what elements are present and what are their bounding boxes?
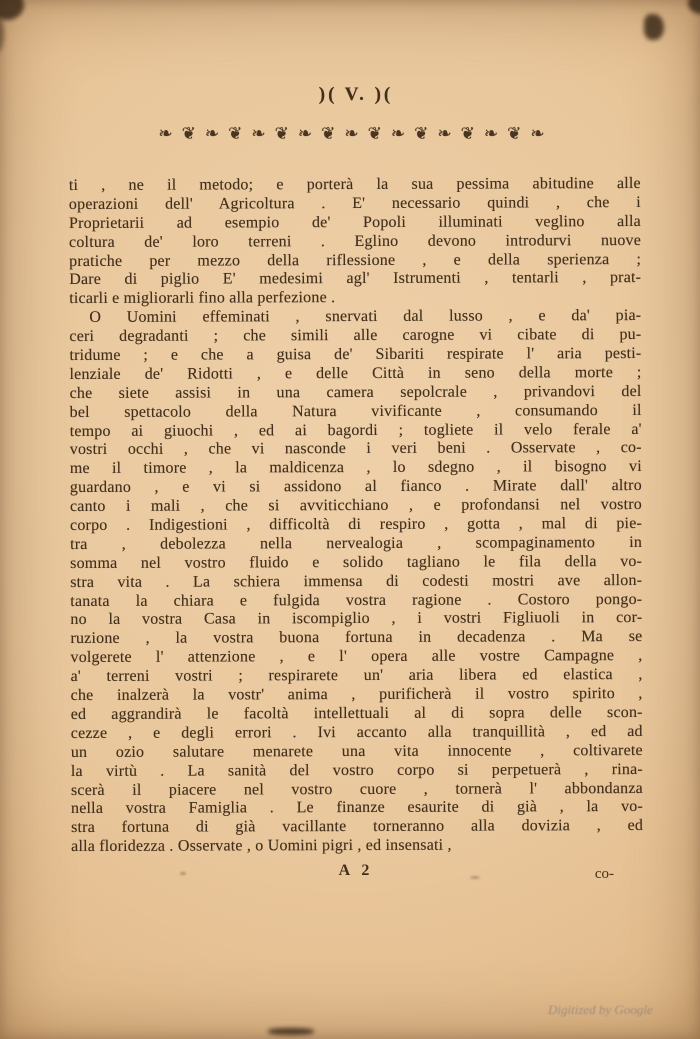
scan-smudge-top-left [0,0,24,20]
text-line: un ozio salutare menarete una vita innocente , coltivarete [70,741,643,761]
text-line: ticarli e migliorarli fino alla perfezione . [69,289,336,308]
text-line: pratiche per mezzo della riflessione , e della sperienza ; [69,250,642,270]
page-number-header: )( V. )( [318,84,394,105]
text-line: tanata la chiara e fulgida vostra ragione . Costoro pongo- [70,590,643,610]
text-line: stra vita . La schiera immensa di codesti mostri ave allon- [70,571,643,591]
body-text [69,175,643,857]
text-line: stra fortuna di già vacillante torneranno alla dovizia , ed [71,817,644,837]
text-line: Proprietarii ad esempio de' Popoli illuminati veglino alla [68,212,642,232]
scan-smudge-bottom-center [268,1028,314,1035]
text-line: volgerete l' attenzione , e l' opera alle vostre Campagne , [70,647,643,667]
text-line: lenziale de' Ridotti , e delle Città in seno della morte ; [69,363,642,383]
text-line: nella vostra Famiglia . Le finanze esaurite di già , la vo- [70,798,644,818]
text-line: alla floridezza . Osservate , o Uomini pigri , ed insensati , [71,836,452,856]
catchword: co- [594,866,614,882]
text-line: Dare di piglio E' medesimi agl' Istrumenti , tentarli , prat- [69,269,642,289]
text-line: la virtù . La sanità del vostro corpo si perpetuerà , rina- [70,760,643,780]
scan-smudge-top-right [644,14,664,40]
text-line: no la vostra Casa in iscompiglio , i vostri Figliuoli in cor- [70,609,643,629]
text-line: me il timore , la maldicenza , lo sdegno , il bisogno vi [69,458,642,478]
text-line: O Uomini effeminati , snervati dal lusso , e da' pia- [89,307,642,327]
text-line: corpo . Indigestioni , difficoltà di respiro , gotta , mal di pie- [70,515,643,535]
text-line: ruzione , la vostra buona fortuna in decadenza . Ma se [70,628,643,648]
text-line: bel spettacolo della Natura vivificante , consumando il [69,401,642,421]
text-line: cezze , e degli errori . Ivi accanto alla tranquillità , ed ad [70,722,643,742]
text-line: operazioni dell' Agricoltura . E' necessario quindi , che i [68,193,641,213]
text-line: scerà il piacere nel vostro cuore , tornerà l' abbondanza [70,779,643,799]
text-line: ceri degradanti ; che simili alle carogne vi cibate di pu- [69,326,642,346]
scan-smudge-top-right-corner [688,0,700,14]
paragraph-o-uomini [69,307,643,857]
paragraph-continued [69,175,641,309]
scan-smudge-left-edge [0,14,4,54]
text-line: ed aggrandirà le facoltà intellettuali al di sopra delle scon- [70,703,643,723]
text-line: vostri occhi , che vi nasconde i veri beni . Osservate , co- [69,439,642,459]
text-line: guardano , e vi si assidono al fianco . Mirate dall' altro [69,477,642,497]
text-line: a' terreni vostri ; respirarete un' aria libera ed elastica , [70,666,643,686]
text-line: somma nel vostro fluido e solido tagliano le fila della vo- [70,552,643,572]
text-line: tempo ai giuochi , ed ai bagordi ; togliete il velo ferale a' [69,420,642,440]
text-line: che siete assisi in una camera sepolcrale , privandovi del [69,382,642,402]
text-line: ti , ne il metodo; e porterà la sua pessima abitudine alle [68,175,641,195]
digitization-watermark: Digitized by Google [548,1002,653,1017]
text-line: tridume ; e che a guisa de' Sibariti respirate l' aria pesti- [69,345,642,365]
text-line: coltura de' loro terreni . Eglino devono introdurvi nuove [69,231,642,251]
signature-mark: A 2 [338,862,374,879]
ornament-divider-icon: ❧❦❧❦❧❦❧❦❧❦❧❦❧❦❧❦❧ [158,124,554,144]
text-line: che inalzerà la vostr' anima , purificherà il vostro spirito , [70,685,643,705]
text-line: canto i mali , che si avviticchiano , e profondansi nel vostro [69,496,642,516]
page-footer [70,862,642,884]
text-line: tra , debolezza nella nervealogia , scompaginamento in [70,533,643,553]
